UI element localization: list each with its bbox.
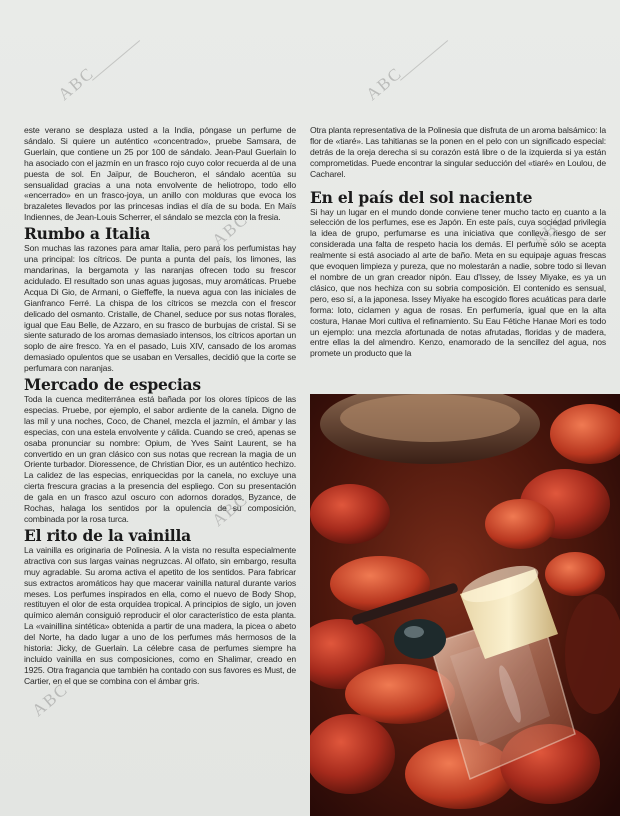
section-title-sol-naciente: En el país del sol naciente <box>310 187 533 207</box>
left-column <box>24 125 296 687</box>
section-text-rumbo-a-italia: Son muchas las razones para amar Italia, pero para los perfumistas hay una principal: los cítricos. De punta a punta del país, los limones, las mandarinas, la bergamota y las naranjas ofrecen todo su frescor acidulado. El resultado son unas aguas jugosas, muy aromáticas. Pruebe Acqua Di Gio, de Armani, o Gieffeffe, la nueva agua con las iniciales de Gianfranco Ferré. La chispa de los cítricos se mezcla con el frescor delicado del osmanto. Cristalle, de Chanel, seduce por sus notas florales, igual que Eau Belle, de Azzaro, en su frasco de burbujas de cristal. Si se siente saturado de los aromas demasiado intensos, los cítricos aportan un soplo de aire fresco. Ya en el pasado, Luis XIV, cansado de los aromas demasiado opulentos que se usaban en Versalles, decidió que la corte se perfumara con naranjas. <box>24 243 296 374</box>
section-title-el-rito-de-la-vainilla: El rito de la vainilla <box>24 525 191 545</box>
watermark-line <box>92 40 140 81</box>
watermark-abc: ABC <box>362 63 406 105</box>
watermark-abc: ABC <box>28 679 72 721</box>
section-text-sol-naciente: Si hay un lugar en el mundo donde conviene tener mucho tacto en cuanto a la selección de los perfumes, ese es Japón. En este país, cuya sociedad privilegia la idea de grupo, perfumarse es una iniciativa que conlleva riesgo de ser considerada una falta de respeto hacia los demás. El perfume sólo se acepta realmente si está asociado al arte de baño. Meta en su equipaje aguas frescas que evoquen limpieza y pureza, que no molestarán a nadie, sobre todo si llevan el nombre de un gran creador nipón. Eau d'Issey, de Issey Miyake, es ya un clásico, que nos hechiza con su sobria composición. El contenido es sensual, pero, eso sí, a la japonesa. Issey Miyake ha escogido flores acuáticas para darle forma: loto, ciclamen y agua de rosas. En perfumería, igual que en la alta costura, Hanae Mori cultiva el refinamiento. Su Eau Fétiche Hanae Mori es todo un ejemplo: una mezcla afortunada de notas afrutadas, floridas y de madera, entre ellas la del almendro. Kenzo, enamorado de la sencillez del agua, nos promete un producto que la <box>310 206 606 359</box>
section-text-mercado-de-especias: Toda la cuenca mediterránea está bañada por los olores típicos de las especias. Pruebe, por ejemplo, el sabor ardiente de la canela. Digno de las mil y una noches, Coco, de Chanel, mezcla el jazmín, el ámbar y las especias, con una estela envolvente y cálida. Cuando se creó, apenas se osaba pronunciar su nombre: Opium, de Yves Saint Laurent, se ha convertido en un gran clásico con sus notas que recrean la magia de un Oriente turbador. Dioressence, de Christian Dior, es un auténtico hechizo. La calidez de las especias, enriquecidas por la canela, no excluye una cierta frescura gracias a la presencia del espliego. Con su presentación de gala en un frasco azul oscuro con adornos dorados, Byzance, de Rochas, halaga los sentidos por la opulencia de su composición, combinada por la rosa turca. <box>24 394 296 524</box>
perfume-photo-illustration <box>310 394 620 816</box>
section-title-rumbo-a-italia: Rumbo a Italia <box>24 224 151 244</box>
intro-paragraph-right: Otra planta representativa de la Polinesia que disfruta de un aroma balsámico: la flor de «tiaré». Las tahitianas se la ponen en el pelo con un significado especial: detrás de la oreja derecha si su corazón está libre o de la izquierda si ya están comprometidas. Puede encontrar la singular seducción del «tiaré» en Loulou, de Cacharel. <box>310 125 606 179</box>
watermark-abc: ABC <box>208 489 252 531</box>
watermark-abc: ABC <box>208 209 252 251</box>
watermark-line <box>400 40 448 81</box>
watermark-abc: ABC <box>54 63 98 105</box>
watermark-abc: ABC <box>528 209 572 251</box>
right-column <box>310 125 606 359</box>
perfume-bottle-photo <box>310 394 620 816</box>
section-text-el-rito-de-la-vainilla: La vainilla es originaria de Polinesia. A la vista no resulta especialmente atractiva con sus largas vainas negruzcas. Al olfato, sin embargo, resulta muy agradable. Su aroma activa el apetito de los sentidos. Para fabricar sus extractos aromáticos hay que macerar vainilla natural durante varios meses. Los perfumes inspirados en ella, como el nuevo de Body Shop, restituyen el olor de esta orquídea tropical. A principios de siglo, un joven químico alemán consiguió reproducir el olor característico de esta planta. La «vainillina sintética» obtenida a partir de una madera, la picea o abeto del Norte, ha dado lugar a uno de los perfumes más hermosos de la historia: Jicky, de Guerlain. La célebre casa de perfumes siempre ha incluido vainilla en sus composiciones, como en Shalimar, creado en 1925. Otra fragancia que también ha contado con sus favores es Must, de Cartier, en el que se combina con el ámbar gris. <box>24 544 296 686</box>
intro-paragraph: este verano se desplaza usted a la India, póngase un perfume de sándalo. Si quiere un auténtico «concentrado», pruebe Samsara, de Guerlain, que contiene un 25 por 100 de sándalo. Jean-Paul Guerlain lo ha asociado con el jazmín en un frasco rojo cuyo color recuerda al de una puesta de sol. En Jaïpur, de Boucheron, el sándalo acentúa su sensualidad gracias a una nota envolvente de heliotropo, todo ello «encerrado» en un frasco-joya, un anillo con molduras que evoca los brazaletes llevados por las princesas indias el día de su boda. En Maïs Indiennes, de Jean-Louis Scherrer, el sándalo se mezcla con la fresia. <box>24 125 296 223</box>
section-title-mercado-de-especias: Mercado de especias <box>24 375 201 395</box>
